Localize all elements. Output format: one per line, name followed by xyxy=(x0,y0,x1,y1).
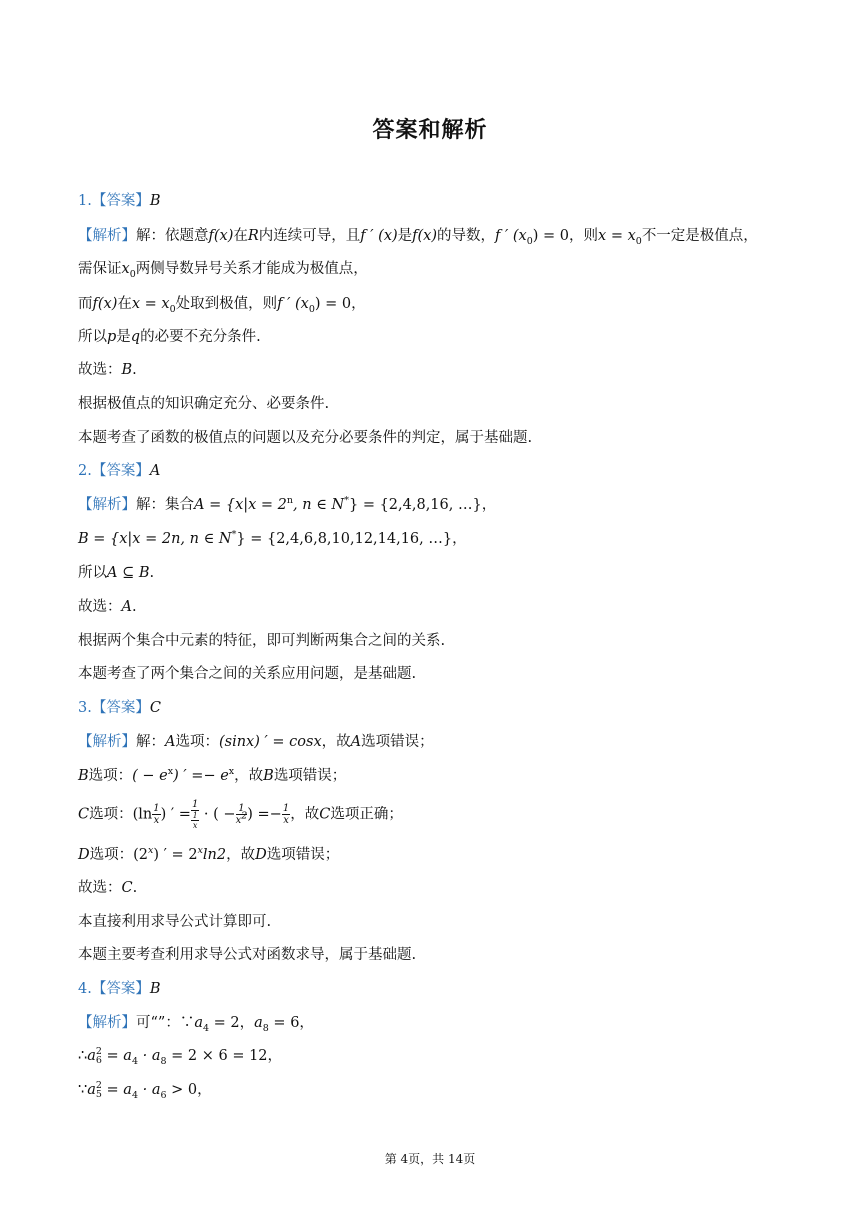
q1-analysis-line-6: 根据极值点的知识确定充分、必要条件. xyxy=(78,396,330,412)
text: ，故 xyxy=(290,806,320,823)
math: = 2 xyxy=(209,1015,240,1031)
math: q xyxy=(130,329,141,345)
text: 不一定是极值点， xyxy=(641,228,758,244)
math-sub: 0 xyxy=(635,235,642,247)
text: ， xyxy=(299,1015,314,1031)
text: 选项： xyxy=(89,806,133,823)
q2-analysis-line-2 xyxy=(78,529,467,549)
q2-analysis-line-5: 根据两个集合中元素的特征，即可判断两集合之间的关系. xyxy=(78,633,446,649)
math: C xyxy=(121,880,133,896)
math: a xyxy=(194,1015,203,1031)
q2-analysis-line-3 xyxy=(78,563,154,583)
math: (ln xyxy=(132,806,153,823)
math: · a xyxy=(138,1082,161,1098)
math-sup: * xyxy=(231,529,237,541)
analysis-tag: 【解析】 xyxy=(78,734,136,750)
math: · a xyxy=(138,1048,161,1064)
math: D xyxy=(255,847,267,863)
math: C xyxy=(78,806,90,823)
text: ， xyxy=(351,296,366,312)
text: . xyxy=(132,362,137,378)
math-sub: 0 xyxy=(308,303,315,315)
math: , n ∈ N xyxy=(293,497,345,513)
fraction-numerator: 1 xyxy=(191,799,199,810)
text: . xyxy=(131,599,137,615)
math: A xyxy=(350,734,362,750)
math-sub: 0 xyxy=(526,235,533,247)
q4-analysis-line-3 xyxy=(78,1080,212,1100)
text: ， xyxy=(267,1048,283,1064)
math: ∴ xyxy=(78,1048,88,1064)
math-sub: 4 xyxy=(202,1022,210,1034)
q2-answer: A xyxy=(149,463,161,479)
math: ) = 0 xyxy=(314,296,352,312)
q1-analysis-line-7: 本题考查了函数的极值点的问题以及充分必要条件的判定，属于基础题. xyxy=(78,430,533,446)
text: 故选： xyxy=(78,880,122,896)
analysis-tag: 【解析】 xyxy=(78,497,136,513)
math: = 2 × 6 = 12 xyxy=(166,1048,268,1064)
text: ，故 xyxy=(226,847,256,863)
fraction xyxy=(152,803,160,826)
math: f ′ (x xyxy=(277,296,309,312)
text: ， xyxy=(452,531,467,547)
text: 选项错误； xyxy=(273,768,347,784)
text: 选项正确； xyxy=(330,806,403,823)
math: B xyxy=(121,362,133,378)
text: 而 xyxy=(78,296,93,312)
math: = 6 xyxy=(268,1015,300,1031)
text: 是 xyxy=(397,228,413,244)
math: ) ′ =− e xyxy=(173,768,229,784)
math: ) ′ = xyxy=(160,806,191,823)
q4-answer: B xyxy=(149,981,161,997)
text: 两侧导数异号关系才能成为极值点， xyxy=(135,261,368,277)
fraction xyxy=(236,803,248,826)
math-sub: 0 xyxy=(169,303,176,315)
text: 需保证 xyxy=(78,261,122,277)
text: 的必要不充分条件. xyxy=(140,329,261,345)
math: = a xyxy=(101,1048,132,1064)
text: ， xyxy=(197,1082,212,1098)
text: 故选： xyxy=(78,599,122,615)
math: ) = 0 xyxy=(532,228,570,244)
math: x = x xyxy=(131,296,170,312)
text: . xyxy=(132,880,138,896)
math: A xyxy=(121,599,132,615)
math: B xyxy=(78,768,89,784)
q1-number: 1. xyxy=(78,193,92,209)
nested-denominator: x xyxy=(192,821,198,830)
math: (sinx) ′ = cosx xyxy=(218,734,322,750)
text: ，则 xyxy=(569,228,599,244)
text: ，故 xyxy=(321,734,351,750)
fraction-numerator: 1 xyxy=(282,803,290,814)
q3-analysis-line-7: 本题主要考查利用求导公式对函数求导，属于基础题. xyxy=(78,947,417,963)
q1-analysis-line-2 xyxy=(78,259,368,279)
math-sup: x xyxy=(197,845,203,857)
q1-answer: B xyxy=(149,193,161,209)
math-sub: 5 xyxy=(95,1089,102,1100)
answer-tag: 【答案】 xyxy=(91,700,150,716)
text: 所以 xyxy=(78,565,107,581)
math: ) =− xyxy=(247,806,282,823)
math: f(x) xyxy=(412,228,438,244)
q3-answer-line xyxy=(78,698,161,718)
math: ∵ xyxy=(78,1082,88,1098)
math-sup: x xyxy=(148,845,154,857)
text: 解： xyxy=(136,734,165,750)
q4-number: 4. xyxy=(78,981,92,997)
math-sup: 2 xyxy=(95,1080,102,1091)
math-sub: 6 xyxy=(95,1055,102,1066)
math: x = x xyxy=(598,228,636,244)
q2-analysis-line-1 xyxy=(78,495,496,515)
text: ，故 xyxy=(234,768,264,784)
math-sup: 2 xyxy=(241,810,248,822)
text: 选项： xyxy=(89,847,134,863)
q3-analysis-line-1 xyxy=(78,732,434,752)
q4-analysis-line-2 xyxy=(78,1046,282,1066)
q2-analysis-line-6: 本题考查了两个集合之间的关系应用问题，是基础题. xyxy=(78,666,417,682)
math-sup: n xyxy=(286,495,294,507)
q3-analysis-line-2 xyxy=(78,766,346,786)
q3-analysis-line-4 xyxy=(78,845,339,865)
math: = a xyxy=(101,1082,132,1098)
math: A ⊆ B xyxy=(107,565,150,581)
math: D xyxy=(78,847,90,863)
math-sub: 6 xyxy=(160,1089,167,1101)
q1-analysis-line-3 xyxy=(78,294,366,314)
page-title: 答案和解析 xyxy=(372,118,488,143)
q2-analysis-line-4 xyxy=(78,597,137,617)
math-sub: 0 xyxy=(129,268,136,280)
math: B = {x|x = 2n, n ∈ N xyxy=(78,531,232,547)
text: ， xyxy=(481,497,497,513)
text: 处取到极值，则 xyxy=(175,296,278,312)
text: 解：依题意 xyxy=(136,228,209,244)
fraction-denominator: x xyxy=(153,815,160,826)
analysis-tag: 【解析】 xyxy=(78,228,136,244)
text: 是 xyxy=(116,329,131,345)
fraction-denominator xyxy=(235,810,248,826)
page-footer: 第 4页，共 14页 xyxy=(384,1152,476,1166)
math-sub: 8 xyxy=(160,1055,167,1067)
nested-numerator: 1 xyxy=(192,811,198,820)
text: 选项： xyxy=(88,768,133,784)
text: . xyxy=(149,565,155,581)
math: f(x) xyxy=(92,296,118,312)
fraction xyxy=(282,803,290,826)
q2-answer-line xyxy=(78,461,160,481)
text: 选项错误； xyxy=(361,734,434,750)
math-sup: 2 xyxy=(95,1046,102,1057)
math: f ′ (x) xyxy=(360,228,398,244)
q3-analysis-line-5 xyxy=(78,878,137,898)
math: a xyxy=(254,1015,263,1031)
math: C xyxy=(319,806,331,823)
analysis-tag: 【解析】 xyxy=(78,1015,136,1031)
q4-analysis-line-1 xyxy=(78,1013,314,1033)
math-sub: 4 xyxy=(131,1089,138,1101)
text: 选项： xyxy=(175,734,219,750)
answer-tag: 【答案】 xyxy=(91,463,150,479)
math: p xyxy=(107,329,117,345)
q3-number: 3. xyxy=(78,700,92,716)
math: } = {2,4,6,8,10,12,14,16, …} xyxy=(236,531,453,547)
math: } = {2,4,8,16, …} xyxy=(348,497,482,513)
q1-analysis-line-5 xyxy=(78,360,137,380)
q3-analysis-line-6: 本直接利用求导公式计算即可. xyxy=(78,914,272,930)
math: a xyxy=(87,1048,96,1064)
text: 故选： xyxy=(78,362,122,378)
math: R xyxy=(247,228,259,244)
text: 可“”：∵ xyxy=(136,1015,195,1031)
answer-tag: 【答案】 xyxy=(91,193,150,209)
math: ( − e xyxy=(132,768,168,784)
math: x xyxy=(235,815,242,826)
math: x xyxy=(121,261,130,277)
text: 选项错误； xyxy=(266,847,340,863)
math-sup: * xyxy=(344,495,349,507)
q1-analysis-line-4 xyxy=(78,327,261,347)
math: ) ′ = 2 xyxy=(153,847,198,863)
math: f ′ (x xyxy=(495,228,527,244)
math: B xyxy=(263,768,274,784)
math-sub: 4 xyxy=(131,1055,138,1067)
q1-analysis-line-1 xyxy=(78,226,758,246)
fraction-denominator: x xyxy=(283,815,289,826)
math: a xyxy=(87,1082,96,1098)
q4-answer-line xyxy=(78,979,161,999)
q1-answer-line xyxy=(78,191,161,211)
math-sup: x xyxy=(167,766,174,778)
math: A = {x|x = 2 xyxy=(194,497,287,513)
text: 解：集合 xyxy=(136,497,194,513)
text: 在 xyxy=(233,228,248,244)
math-sup: x xyxy=(228,766,235,778)
text: 在 xyxy=(117,296,132,312)
math: (2 xyxy=(133,847,149,863)
answer-tag: 【答案】 xyxy=(91,981,150,997)
math: f(x) xyxy=(208,228,234,244)
q3-answer: C xyxy=(149,700,161,716)
math: A xyxy=(165,734,176,750)
text: 的导数， xyxy=(437,228,496,244)
math: · ( − xyxy=(199,806,236,823)
q3-analysis-line-3 xyxy=(78,799,403,830)
q2-number: 2. xyxy=(78,463,92,479)
math: ln2 xyxy=(202,847,227,863)
math: > 0 xyxy=(166,1082,198,1098)
text: 内连续可导，且 xyxy=(258,228,361,244)
math-sub: 8 xyxy=(262,1022,269,1034)
text: ， xyxy=(239,1015,255,1031)
text: 所以 xyxy=(78,329,107,345)
fraction-numerator: 1 xyxy=(153,803,160,814)
fraction-numerator: 1 xyxy=(236,803,248,815)
